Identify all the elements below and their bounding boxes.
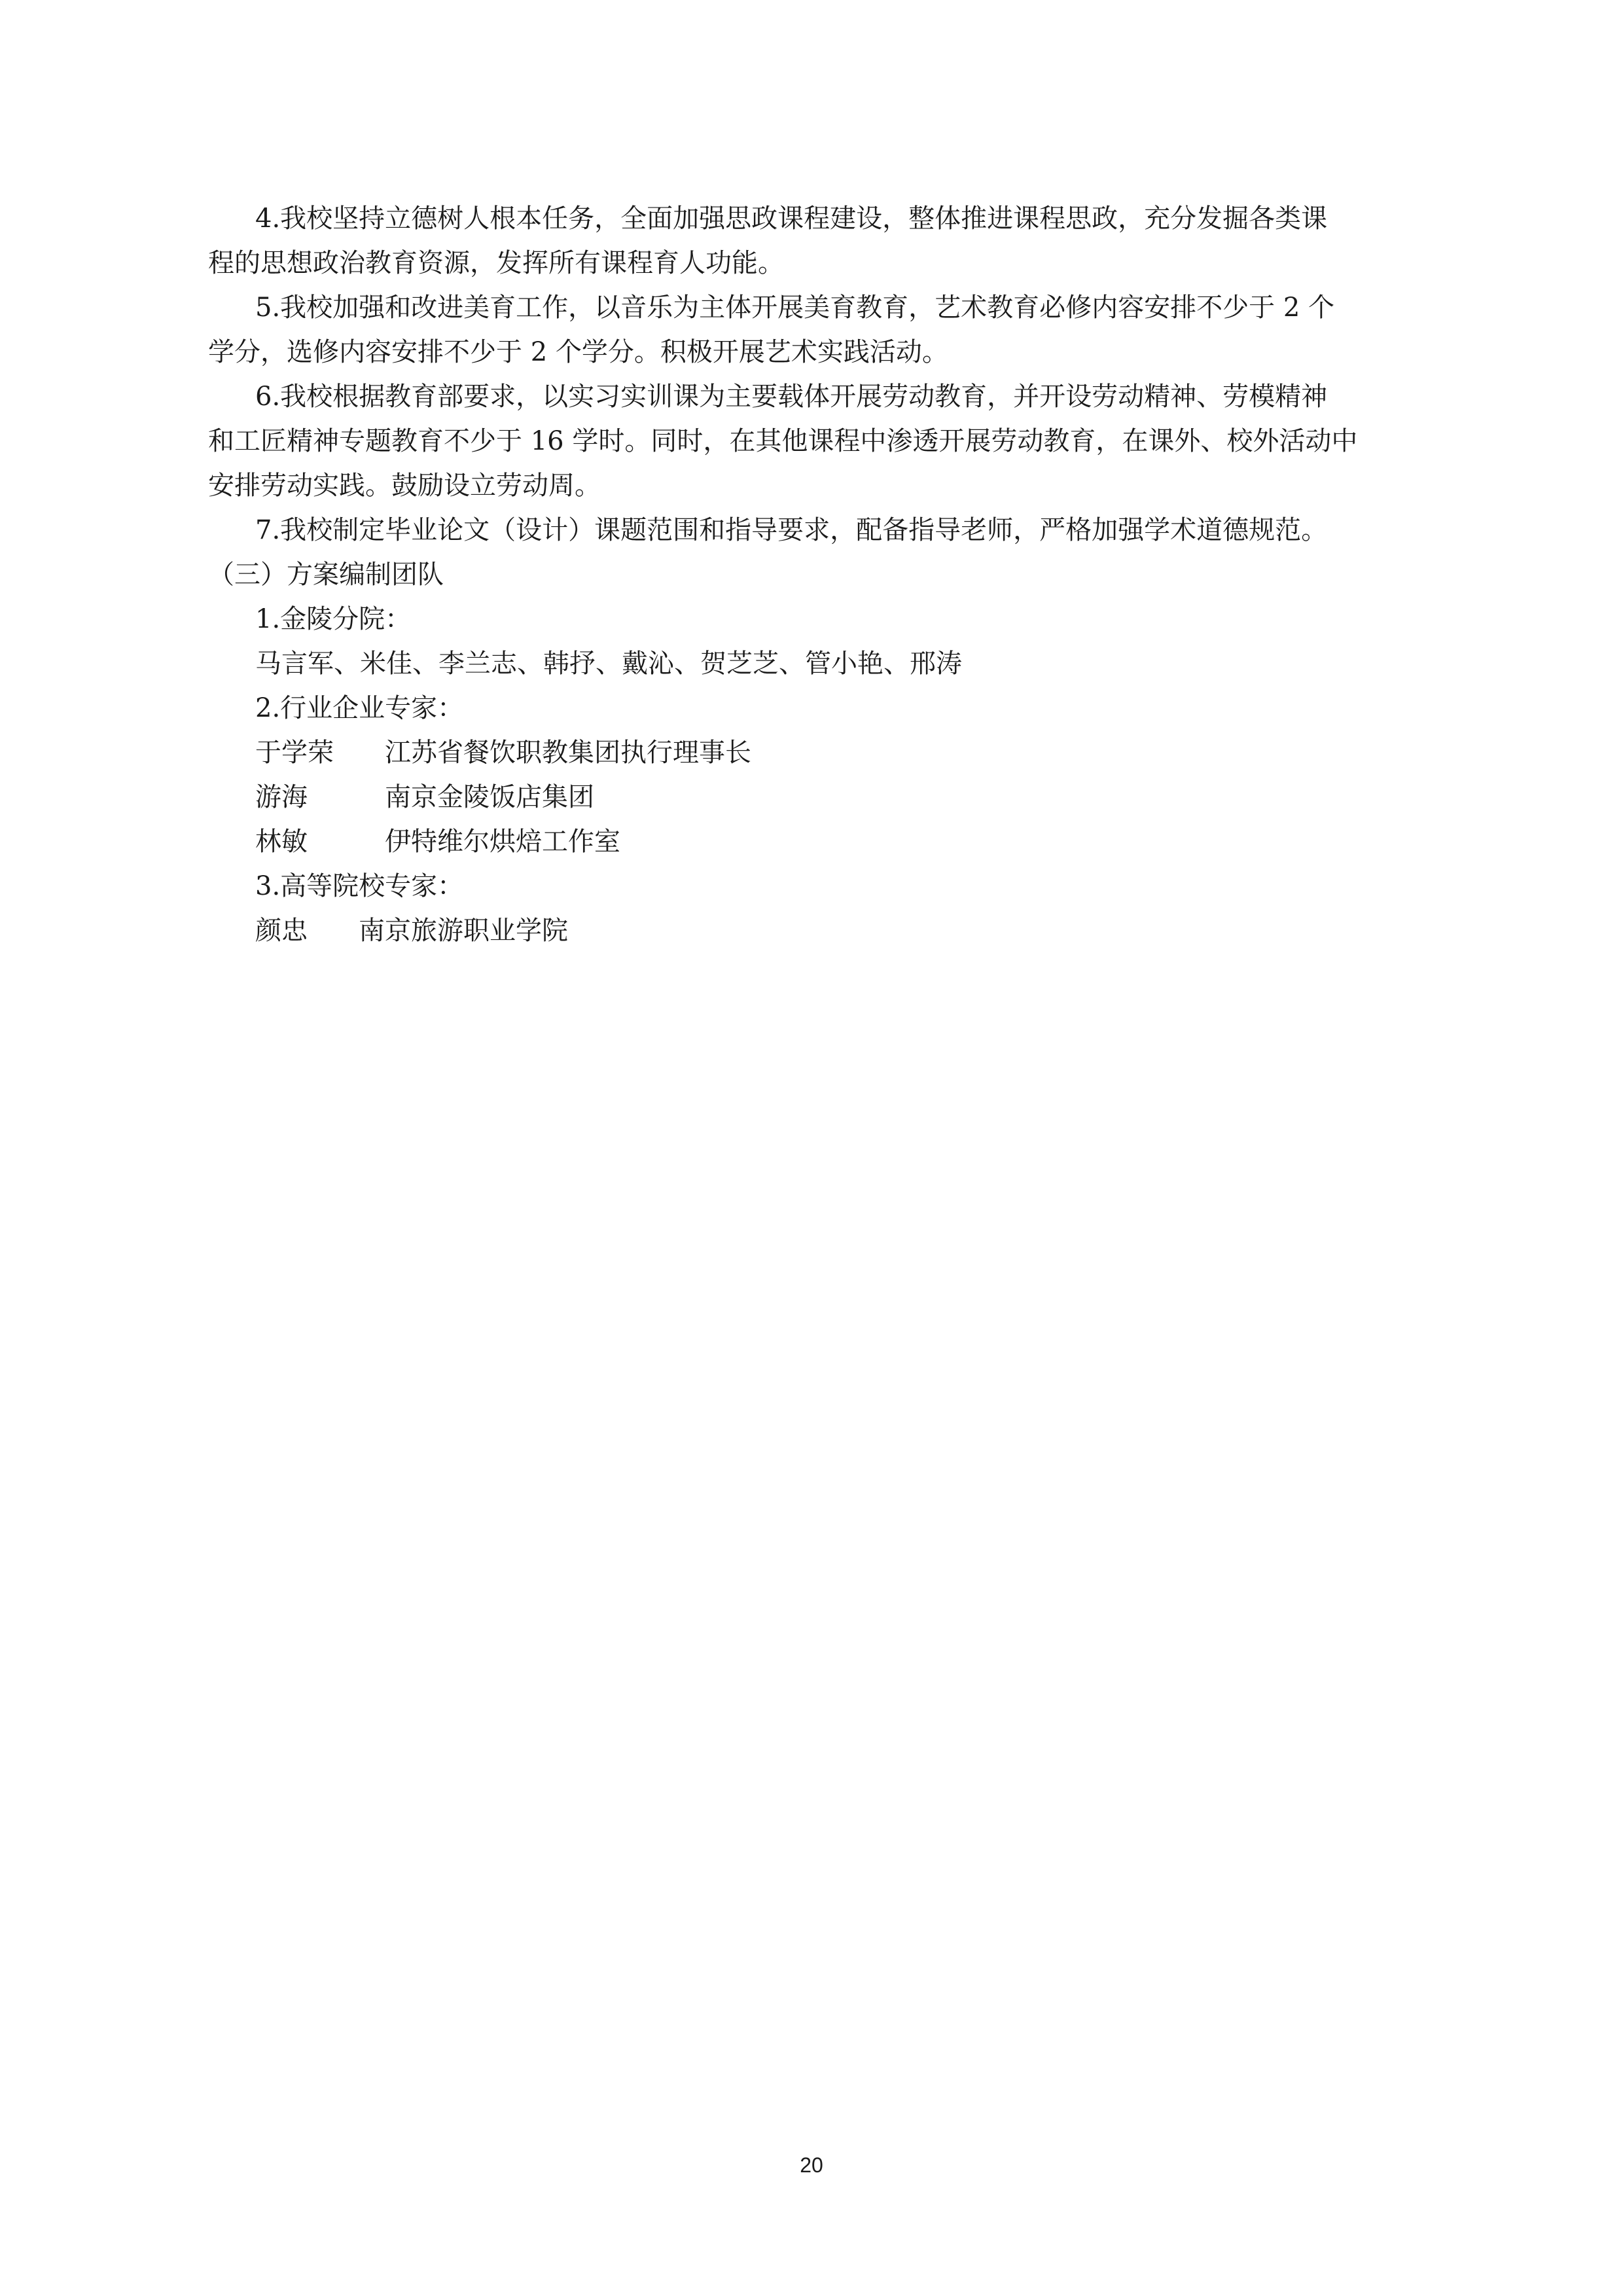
paragraph-4-line-1: 4.我校坚持立德树人根本任务，全面加强思政课程建设，整体推进课程思政，充分发掘各类课 <box>255 204 1328 234</box>
expert-name: 颜忠 <box>255 916 308 946</box>
paragraph-7-line-1: 7.我校制定毕业论文（设计）课题范围和指导要求，配备指导老师，严格加强学术道德规范。 <box>255 515 1328 545</box>
jinling-title: 1.金陵分院： <box>255 604 412 634</box>
paragraph-6-line-3: 安排劳动实践。鼓励设立劳动周。 <box>208 471 601 501</box>
industry-expert-row <box>208 775 1438 819</box>
page-content <box>208 196 1438 953</box>
industry-expert-row <box>208 819 1438 864</box>
page-number: 20 <box>800 2153 823 2177</box>
team-section-heading: （三）方案编制团队 <box>208 560 444 590</box>
paragraph-6-line-2: 和工匠精神专题教育不少于 16 学时。同时，在其他课程中渗透开展劳动教育，在课外、校外活动中 <box>208 426 1358 456</box>
expert-organization: 伊特维尔烘焙工作室 <box>385 827 620 857</box>
paragraph-4-line-2: 程的思想政治教育资源，发挥所有课程育人功能。 <box>208 248 784 278</box>
expert-organization: 南京金陵饭店集团 <box>385 782 594 812</box>
expert-name: 于学荣 <box>255 738 334 768</box>
university-title: 3.高等院校专家： <box>255 871 464 901</box>
industry-expert-row <box>208 730 1438 775</box>
expert-name: 林敏 <box>255 827 308 857</box>
expert-name: 游海 <box>255 782 308 812</box>
paragraph-5-line-1: 5.我校加强和改进美育工作，以音乐为主体开展美育教育，艺术教育必修内容安排不少于 2 个 <box>255 293 1335 323</box>
university-expert-row <box>208 908 1438 953</box>
expert-organization: 南京旅游职业学院 <box>359 916 568 946</box>
expert-organization: 江苏省餐饮职教集团执行理事长 <box>385 738 751 768</box>
industry-title: 2.行业企业专家： <box>255 693 464 723</box>
paragraph-6-line-1: 6.我校根据教育部要求，以实习实训课为主要载体开展劳动教育，并开设劳动精神、劳模精神 <box>255 382 1328 412</box>
jinling-members: 马言军、米佳、李兰志、韩抒、戴沁、贺芝芝、管小艳、邢涛 <box>255 649 962 679</box>
paragraph-5-line-2: 学分，选修内容安排不少于 2 个学分。积极开展艺术实践活动。 <box>208 337 948 367</box>
